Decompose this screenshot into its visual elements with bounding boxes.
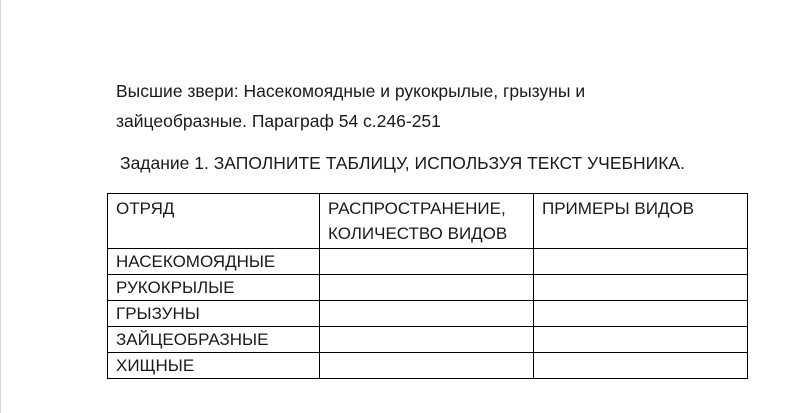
- table-row: [108, 327, 748, 353]
- table-row: [108, 301, 748, 327]
- cell-distribution[interactable]: [320, 301, 534, 327]
- cell-order: НАСЕКОМОЯДНЫЕ: [108, 249, 320, 275]
- task-instruction: Задание 1. ЗАПОЛНИТЕ ТАБЛИЦУ, ИСПОЛЬЗУЯ ТЕКСТ УЧЕБНИКА.: [120, 153, 685, 173]
- cell-distribution[interactable]: [320, 275, 534, 301]
- header-order: [108, 194, 320, 249]
- cell-examples[interactable]: [534, 327, 748, 353]
- lesson-heading-line-1: Высшие звери: Насекомоядные и рукокрылые, грызуны и: [116, 81, 586, 101]
- page-edge-divider: [0, 0, 1, 413]
- header-order-label: ОТРЯД: [116, 199, 175, 218]
- cell-examples[interactable]: [534, 353, 748, 379]
- cell-distribution[interactable]: [320, 327, 534, 353]
- table-row: [108, 249, 748, 275]
- header-distribution-line-1: РАСПРОСТРАНЕНИЕ,: [328, 199, 506, 218]
- lesson-heading-line-2: зайцеобразные. Параграф 54 с.246-251: [116, 111, 441, 131]
- cell-examples[interactable]: [534, 301, 748, 327]
- table-header-row: [108, 194, 748, 249]
- cell-examples[interactable]: [534, 249, 748, 275]
- cell-examples[interactable]: [534, 275, 748, 301]
- cell-order: ХИЩНЫЕ: [108, 353, 320, 379]
- header-distribution-line-2: КОЛИЧЕСТВО ВИДОВ: [328, 224, 508, 243]
- header-examples: [534, 194, 748, 249]
- lesson-heading: [116, 76, 676, 136]
- table-row: [108, 275, 748, 301]
- cell-order: ГРЫЗУНЫ: [108, 301, 320, 327]
- cell-order: ЗАЙЦЕОБРАЗНЫЕ: [108, 327, 320, 353]
- table-row: [108, 353, 748, 379]
- header-examples-label: ПРИМЕРЫ ВИДОВ: [542, 199, 695, 218]
- cell-distribution[interactable]: [320, 249, 534, 275]
- cell-distribution[interactable]: [320, 353, 534, 379]
- worksheet-table: [107, 193, 748, 379]
- cell-order: РУКОКРЫЛЫЕ: [108, 275, 320, 301]
- header-distribution: [320, 194, 534, 249]
